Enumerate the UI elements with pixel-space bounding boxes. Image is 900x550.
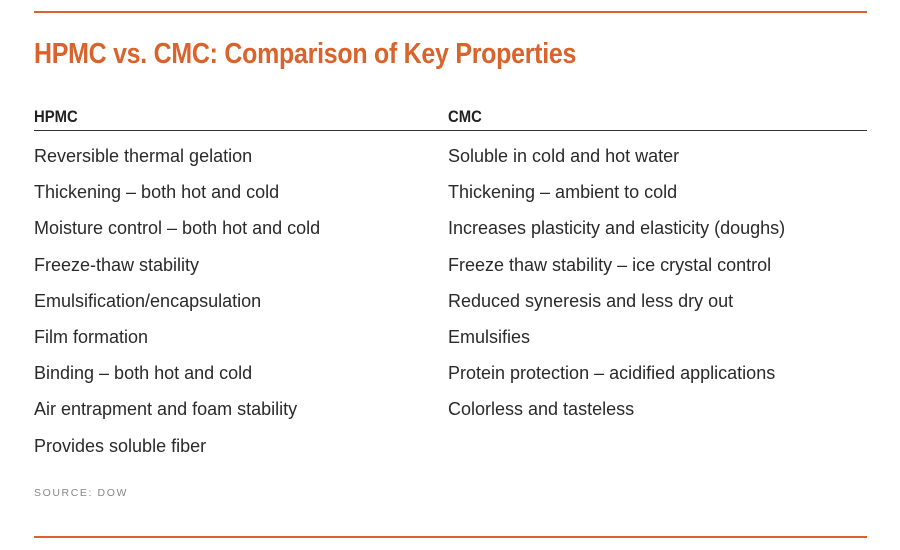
table-header-row — [34, 104, 867, 131]
cmc-column — [448, 138, 867, 464]
bottom-rule — [34, 536, 867, 538]
top-rule — [34, 11, 867, 13]
hpmc-property-item: Moisture control – both hot and cold — [34, 218, 321, 239]
hpmc-column-header: HPMC — [34, 108, 78, 126]
cmc-column-header: CMC — [448, 108, 482, 126]
cmc-property-item: Thickening – ambient to cold — [448, 182, 678, 203]
cmc-header-cell — [448, 104, 867, 130]
hpmc-property-list — [34, 138, 448, 464]
hpmc-header-cell — [34, 104, 448, 130]
hpmc-property-item: Binding – both hot and cold — [34, 363, 253, 384]
cmc-property-item: Freeze thaw stability – ice crystal control — [448, 254, 772, 275]
hpmc-property-item: Air entrapment and foam stability — [34, 399, 298, 420]
page-title: HPMC vs. CMC: Comparison of Key Properties — [34, 38, 577, 70]
hpmc-property-item: Thickening – both hot and cold — [34, 182, 280, 203]
hpmc-property-item: Emulsification/encapsulation — [34, 290, 262, 311]
hpmc-property-item: Film formation — [34, 327, 149, 348]
table-body — [34, 131, 867, 464]
cmc-property-item: Soluble in cold and hot water — [448, 146, 680, 166]
cmc-property-list — [448, 138, 867, 428]
cmc-property-item: Increases plasticity and elasticity (doughs) — [448, 218, 786, 239]
cmc-property-item: Emulsifies — [448, 327, 531, 348]
cmc-property-item: Reduced syneresis and less dry out — [448, 290, 734, 311]
source-note: SOURCE: DOW — [34, 487, 129, 499]
cmc-property-item: Colorless and tasteless — [448, 399, 635, 420]
cmc-property-item: Protein protection – acidified applications — [448, 363, 776, 384]
hpmc-property-item: Freeze-thaw stability — [34, 254, 200, 275]
hpmc-property-item: Provides soluble fiber — [34, 435, 207, 456]
hpmc-property-item: Reversible thermal gelation — [34, 146, 253, 166]
hpmc-column — [34, 138, 448, 464]
comparison-table — [34, 104, 867, 464]
